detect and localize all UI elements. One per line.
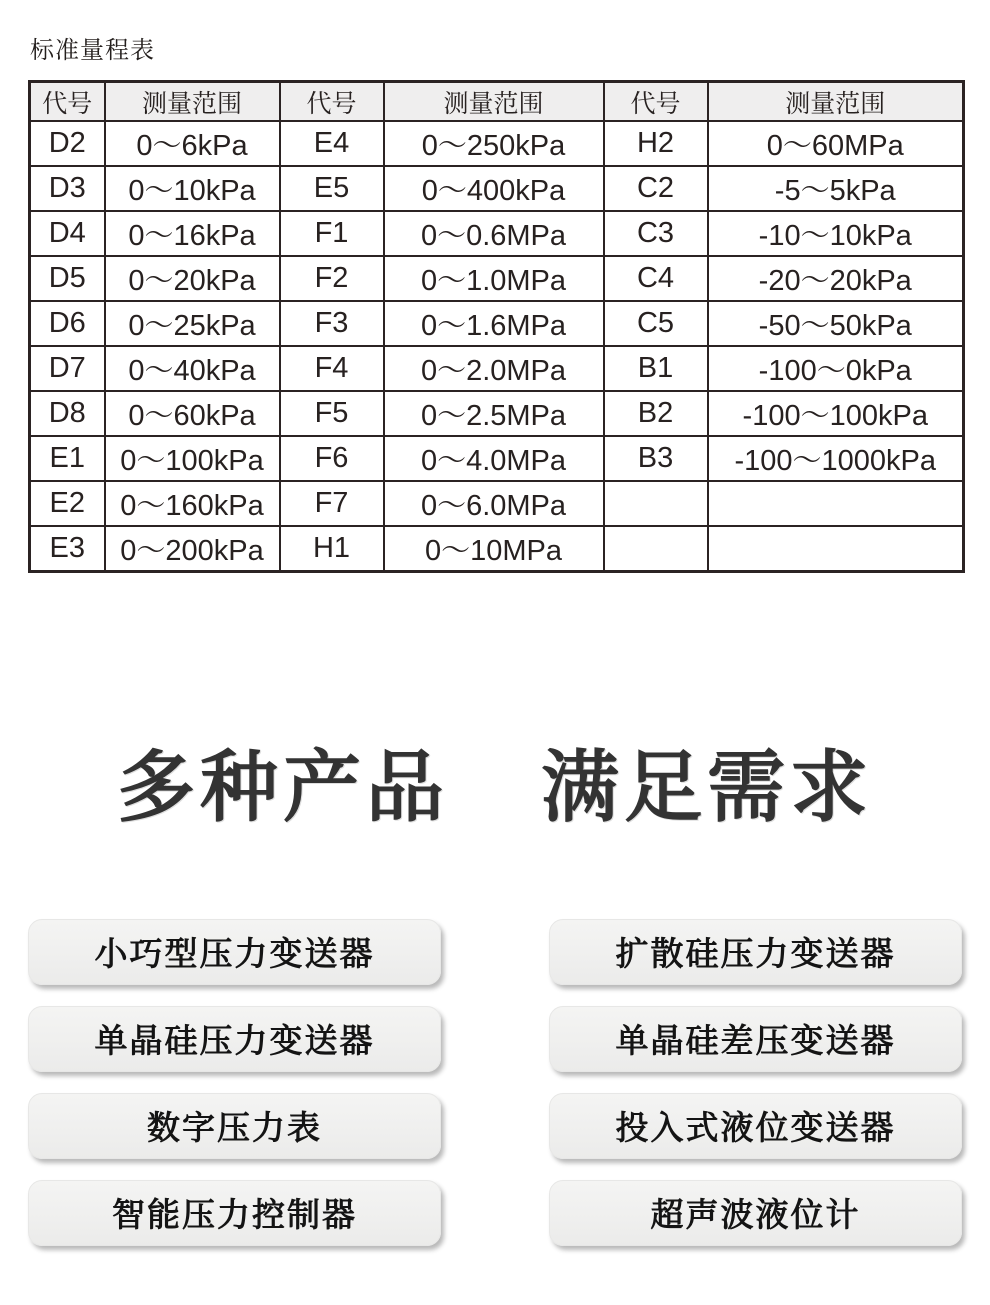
code-header-cell: 代号 [280,82,384,122]
range-cell: 0～1.0MPa [384,256,604,301]
code-cell: F5 [280,391,384,436]
table-row [30,346,964,391]
range-cell: -100～0kPa [708,346,964,391]
code-cell: D5 [30,256,105,301]
standard-range-table [28,80,965,573]
range-table-header-row [30,82,964,122]
range-cell: 0～16kPa [105,211,280,256]
table-row [30,481,964,526]
code-cell: E3 [30,526,105,572]
product-button-2[interactable]: 扩散硅压力变送器 [549,919,962,985]
code-cell: C2 [604,166,708,211]
range-cell: 0～40kPa [105,346,280,391]
product-button-5[interactable]: 数字压力表 [28,1093,441,1159]
table-row [30,436,964,481]
range-cell: 0～6kPa [105,121,280,166]
code-cell: C4 [604,256,708,301]
code-cell: F6 [280,436,384,481]
main-heading [28,745,962,831]
code-cell: C5 [604,301,708,346]
range-cell: 0～0.6MPa [384,211,604,256]
page-title: 标准量程表 [30,37,155,64]
code-header-cell: 代号 [30,82,105,122]
code-cell: E1 [30,436,105,481]
code-cell: D3 [30,166,105,211]
code-cell: D2 [30,121,105,166]
heading-part-2: 满足需求 [541,743,874,831]
range-cell: 0～250kPa [384,121,604,166]
range-cell: 0～25kPa [105,301,280,346]
range-cell: 0～2.5MPa [384,391,604,436]
code-cell: H2 [604,121,708,166]
table-row [30,121,964,166]
table-row [30,526,964,572]
range-cell: 0～60MPa [708,121,964,166]
range-cell: -100～1000kPa [708,436,964,481]
range-header-cell: 测量范围 [384,82,604,122]
range-cell: 0～10kPa [105,166,280,211]
product-grid [28,919,962,1246]
code-cell: C3 [604,211,708,256]
range-cell: 0～400kPa [384,166,604,211]
range-cell: -20～20kPa [708,256,964,301]
range-cell: 0～10MPa [384,526,604,572]
range-header-cell: 测量范围 [105,82,280,122]
range-cell: 0～200kPa [105,526,280,572]
range-cell: 0～160kPa [105,481,280,526]
code-cell: E5 [280,166,384,211]
range-cell: 0～60kPa [105,391,280,436]
code-cell: D6 [30,301,105,346]
code-cell: D7 [30,346,105,391]
product-button-3[interactable]: 单晶硅压力变送器 [28,1006,441,1072]
code-cell: H1 [280,526,384,572]
code-header-cell: 代号 [604,82,708,122]
code-cell: F1 [280,211,384,256]
code-cell: E2 [30,481,105,526]
heading-part-1: 多种产品 [116,743,449,831]
range-cell [708,481,964,526]
range-cell [708,526,964,572]
range-cell: 0～20kPa [105,256,280,301]
code-cell: F3 [280,301,384,346]
table-row [30,166,964,211]
code-cell: F7 [280,481,384,526]
code-cell: B1 [604,346,708,391]
range-cell: 0～100kPa [105,436,280,481]
table-row [30,301,964,346]
code-cell [604,481,708,526]
product-button-7[interactable]: 智能压力控制器 [28,1180,441,1246]
product-button-6[interactable]: 投入式液位变送器 [549,1093,962,1159]
product-button-8[interactable]: 超声波液位计 [549,1180,962,1246]
range-cell: 0～6.0MPa [384,481,604,526]
range-cell: -50～50kPa [708,301,964,346]
range-cell: 0～4.0MPa [384,436,604,481]
range-cell: -5～5kPa [708,166,964,211]
range-cell: -10～10kPa [708,211,964,256]
code-cell: F4 [280,346,384,391]
code-cell: E4 [280,121,384,166]
code-cell: D8 [30,391,105,436]
code-cell: B3 [604,436,708,481]
table-row [30,391,964,436]
code-cell: B2 [604,391,708,436]
code-cell [604,526,708,572]
product-button-4[interactable]: 单晶硅差压变送器 [549,1006,962,1072]
table-row [30,256,964,301]
range-cell: -100～100kPa [708,391,964,436]
code-cell: D4 [30,211,105,256]
range-table-body [30,121,964,572]
range-cell: 0～2.0MPa [384,346,604,391]
product-button-1[interactable]: 小巧型压力变送器 [28,919,441,985]
range-cell: 0～1.6MPa [384,301,604,346]
table-row [30,211,964,256]
range-header-cell: 测量范围 [708,82,964,122]
code-cell: F2 [280,256,384,301]
